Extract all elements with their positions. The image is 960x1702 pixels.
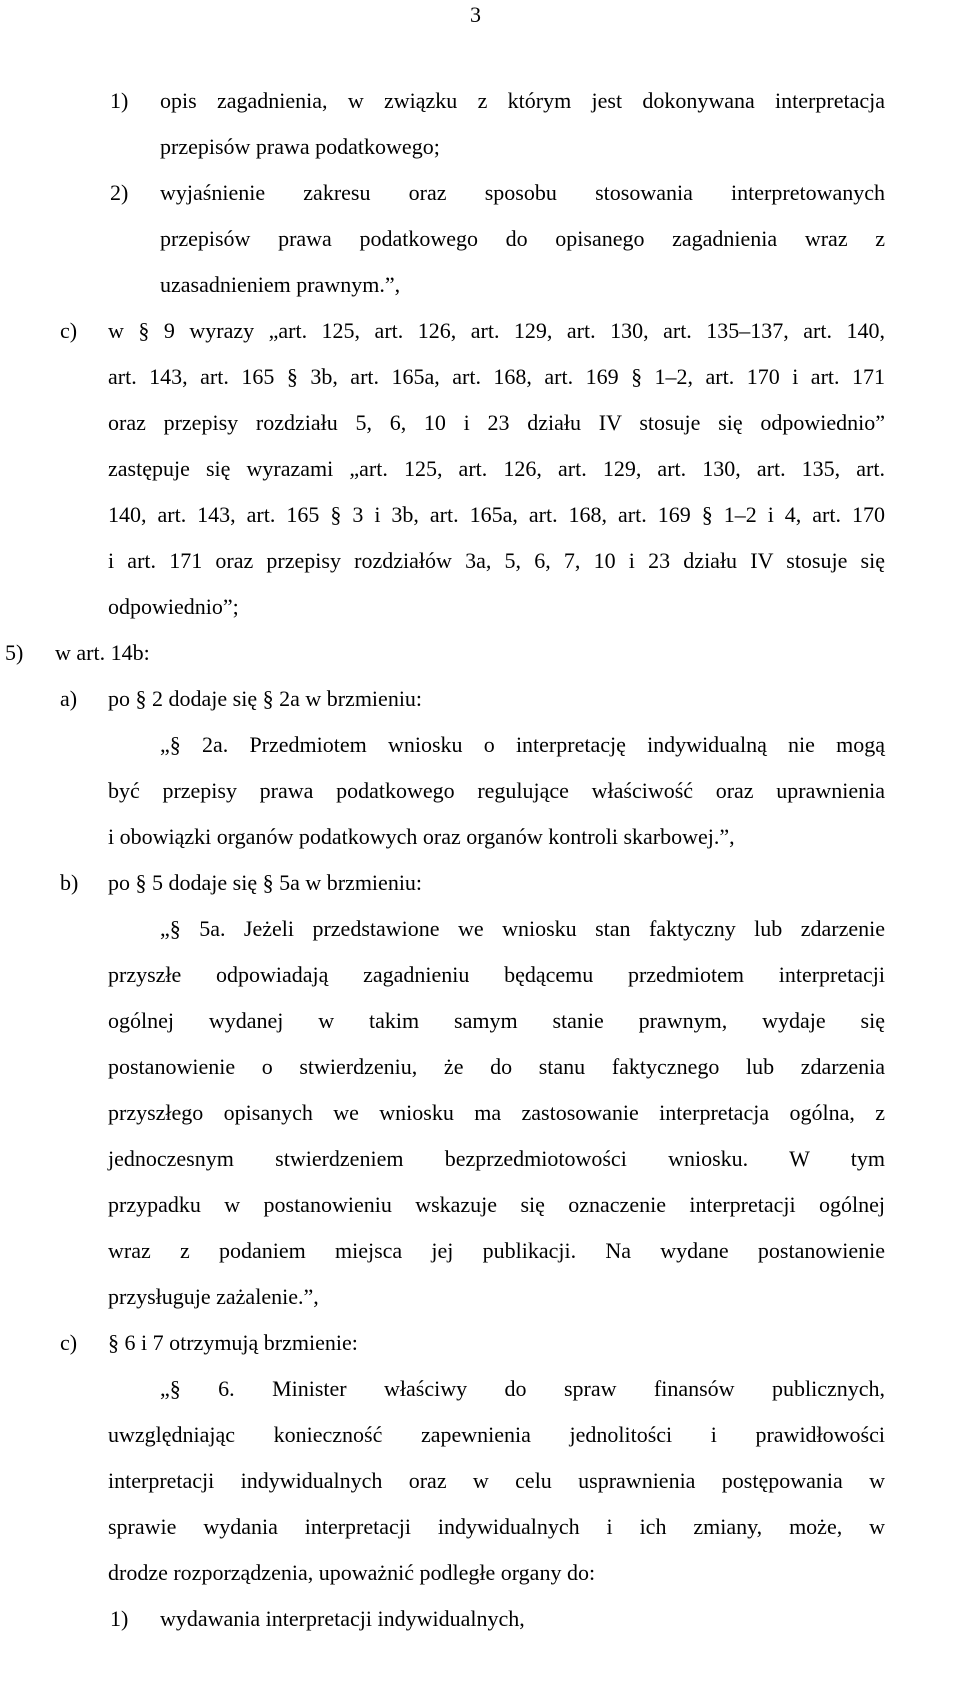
paragraph-line: przepisów prawa podatkowego; xyxy=(160,134,440,159)
paragraph-line: w § 9 wyrazy „art. 125, art. 126, art. 129, art. 130, art. 135–137, art. 140, xyxy=(108,318,885,343)
list-marker: c) xyxy=(60,1330,78,1355)
paragraph-line: postanowienie o stwierdzeniu, że do stanu faktycznego lub zdarzenia xyxy=(108,1054,885,1079)
list-marker: 5) xyxy=(5,640,24,665)
list-marker: 1) xyxy=(110,1606,129,1631)
paragraph-line: ogólnej wydanej w takim samym stanie prawnym, wydaje się xyxy=(108,1008,885,1033)
paragraph-line: interpretacji indywidualnych oraz w celu usprawnienia postępowania w xyxy=(108,1468,885,1493)
paragraph-line: przyszłe odpowiadają zagadnieniu będącemu przedmiotem interpretacji xyxy=(108,962,885,987)
paragraph-line: po § 2 dodaje się § 2a w brzmieniu: xyxy=(108,686,423,711)
paragraph-line: uzasadnieniem prawnym.”, xyxy=(160,272,401,297)
paragraph-line: sprawie wydania interpretacji indywidualnych i ich zmiany, może, w xyxy=(108,1514,885,1539)
paragraph-line: przysługuje zażalenie.”, xyxy=(108,1284,319,1309)
paragraph-line: wyjaśnienie zakresu oraz sposobu stosowania interpretowanych xyxy=(160,180,885,205)
paragraph-line: i art. 171 oraz przepisy rozdziałów 3a, 5, 6, 7, 10 i 23 działu IV stosuje się xyxy=(108,548,885,573)
paragraph-line: po § 5 dodaje się § 5a w brzmieniu: xyxy=(108,870,423,895)
paragraph-line: wydawania interpretacji indywidualnych, xyxy=(160,1606,525,1631)
paragraph-line: w art. 14b: xyxy=(55,640,150,665)
paragraph-line: 140, art. 143, art. 165 § 3 i 3b, art. 165a, art. 168, art. 169 § 1–2 i 4, art. 170 xyxy=(108,502,885,527)
paragraph-line: „§ 2a. Przedmiotem wniosku o interpretację indywidualną nie mogą xyxy=(160,732,885,757)
paragraph-line: § 6 i 7 otrzymują brzmienie: xyxy=(108,1330,358,1355)
paragraph-line: oraz przepisy rozdziału 5, 6, 10 i 23 działu IV stosuje się odpowiednio” xyxy=(108,410,885,435)
page-number: 3 xyxy=(470,2,481,27)
paragraph-line: i obowiązki organów podatkowych oraz organów kontroli skarbowej.”, xyxy=(108,824,735,849)
list-marker: c) xyxy=(60,318,78,343)
paragraph-line: odpowiednio”; xyxy=(108,594,239,619)
paragraph-line: jednoczesnym stwierdzeniem bezprzedmiotowości wniosku. W tym xyxy=(108,1146,885,1171)
paragraph-line: art. 143, art. 165 § 3b, art. 165a, art. 168, art. 169 § 1–2, art. 170 i art. 171 xyxy=(108,364,885,389)
list-marker: 2) xyxy=(110,180,129,205)
paragraph-line: drodze rozporządzenia, upoważnić podległe organy do: xyxy=(108,1560,596,1585)
paragraph-line: uwzględniając konieczność zapewnienia jednolitości i prawidłowości xyxy=(108,1422,885,1447)
paragraph-line: przyszłego opisanych we wniosku ma zastosowanie interpretacja ogólna, z xyxy=(108,1100,885,1125)
paragraph-line: być przepisy prawa podatkowego regulujące właściwość oraz uprawnienia xyxy=(108,778,885,803)
paragraph-line: wraz z podaniem miejsca jej publikacji. Na wydane postanowienie xyxy=(108,1238,885,1263)
paragraph-line: „§ 5a. Jeżeli przedstawione we wniosku stan faktyczny lub zdarzenie xyxy=(160,916,885,941)
paragraph-line: przepisów prawa podatkowego do opisanego zagadnienia wraz z xyxy=(160,226,885,251)
paragraph-line: „§ 6. Minister właściwy do spraw finansów publicznych, xyxy=(160,1376,885,1401)
paragraph-line: przypadku w postanowieniu wskazuje się oznaczenie interpretacji ogólnej xyxy=(108,1192,885,1217)
paragraph-line: zastępuje się wyrazami „art. 125, art. 126, art. 129, art. 130, art. 135, art. xyxy=(108,456,885,481)
list-marker: b) xyxy=(60,870,79,895)
list-marker: 1) xyxy=(110,88,129,113)
paragraph-line: opis zagadnienia, w związku z którym jest dokonywana interpretacja xyxy=(160,88,885,113)
list-marker: a) xyxy=(60,686,78,711)
